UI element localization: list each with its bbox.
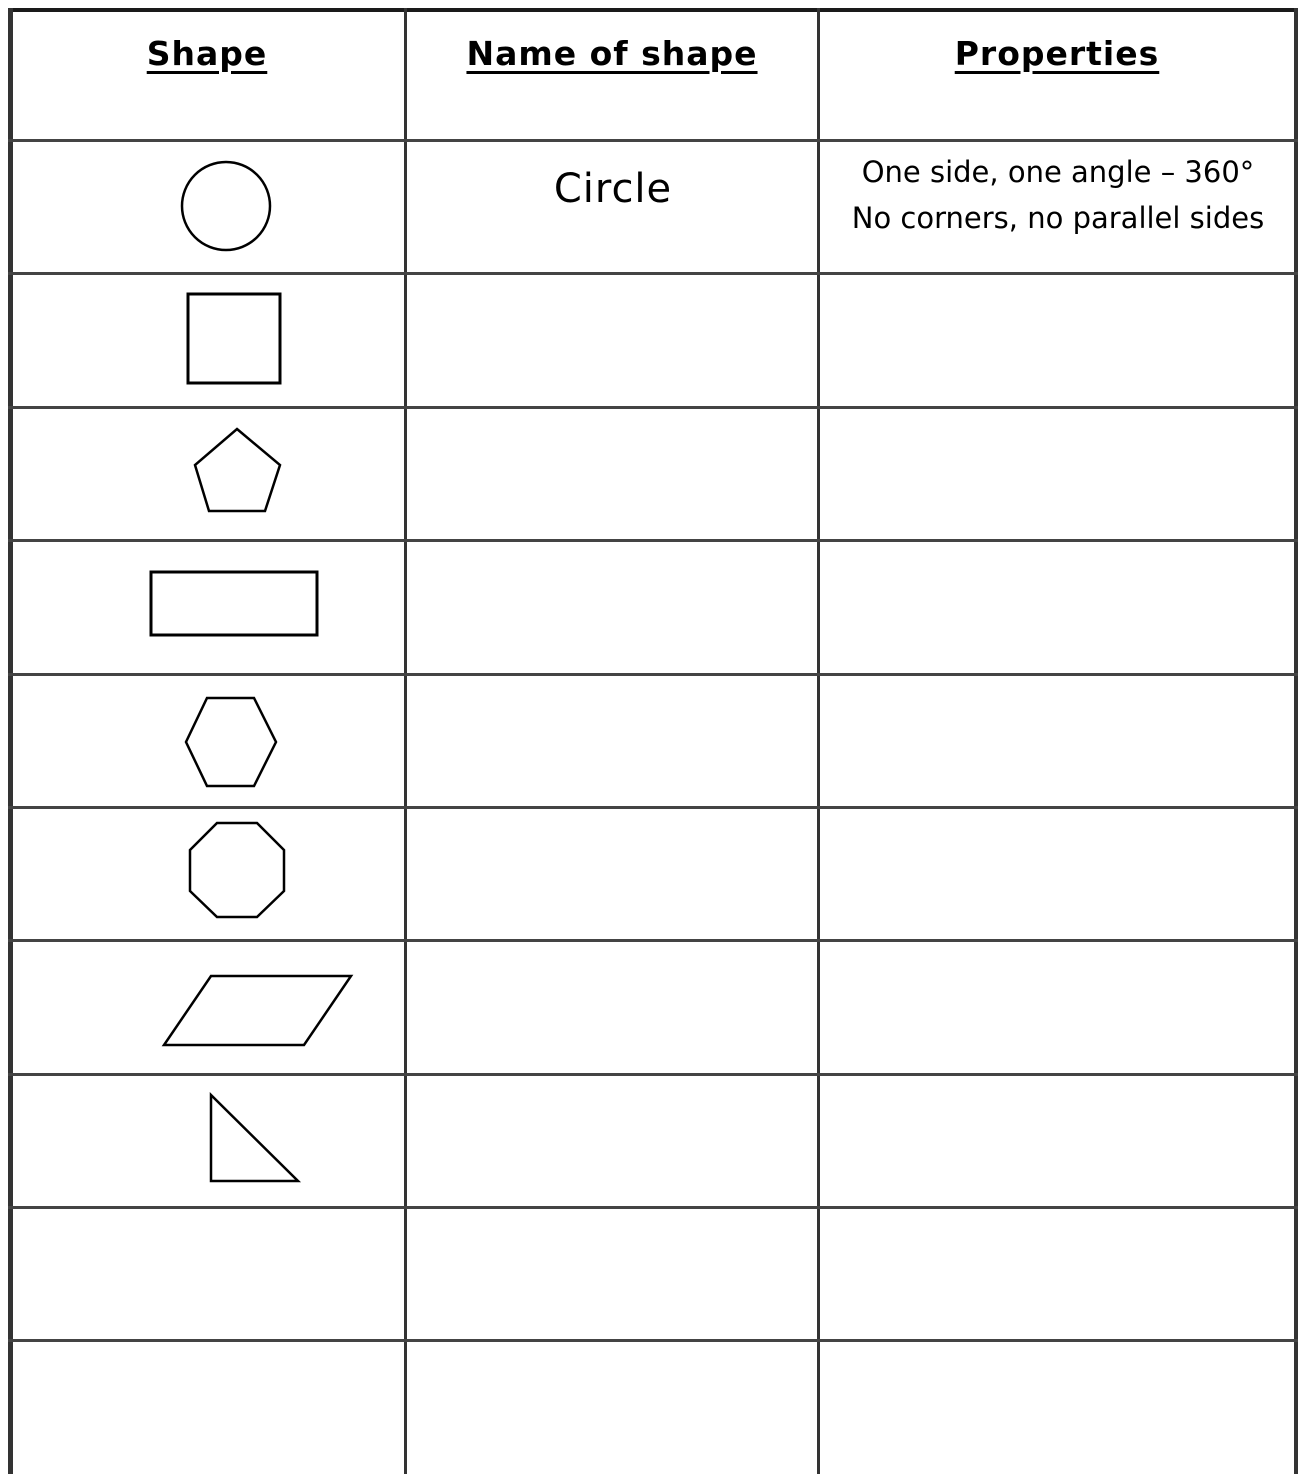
rectangle-icon [151,572,317,635]
circle-icon [182,162,270,250]
right-triangle-icon [211,1095,298,1181]
row-1-shape-name: Circle [553,166,673,212]
parallelogram-icon [164,976,351,1045]
row-1-properties-line-1: One side, one angle – 360° [861,155,1255,189]
pentagon-icon [195,429,280,511]
square-icon [188,294,280,383]
octagon-icon [190,823,284,917]
header-name-of-shape: Name of shape [466,34,758,73]
row-divider [8,1339,1298,1342]
header-shape: Shape [146,34,268,73]
header-properties: Properties [954,34,1160,73]
shape-drawings [8,8,406,1208]
row-1-properties-line-2: No corners, no parallel sides [851,201,1265,235]
shapes-worksheet-table [8,8,1298,1474]
hexagon-icon [186,698,276,786]
